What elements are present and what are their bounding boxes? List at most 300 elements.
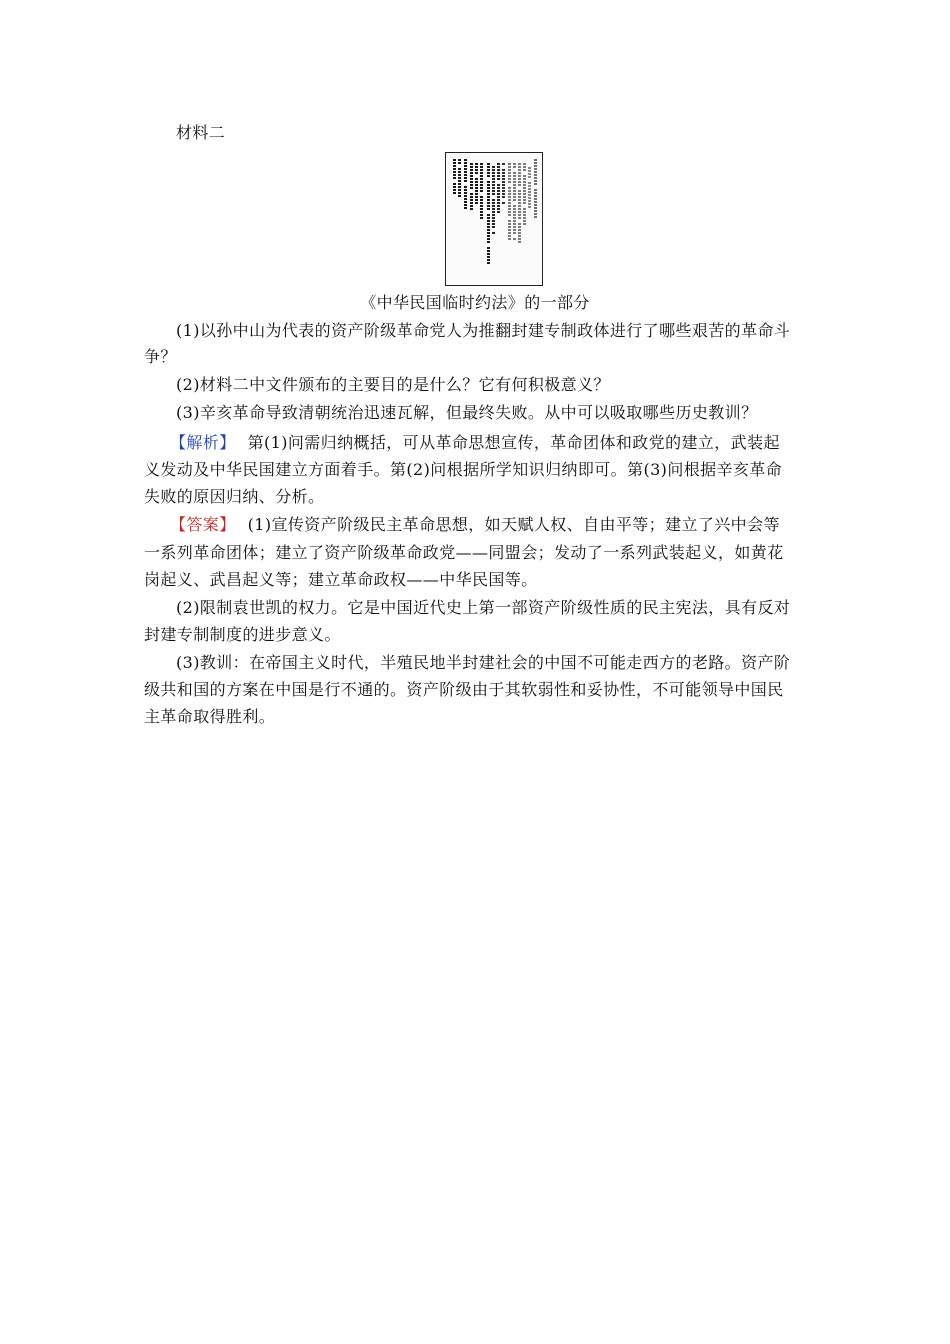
scan-glyph (492, 181, 495, 183)
scan-glyph (487, 259, 490, 261)
scan-glyph (534, 162, 537, 164)
question-1-line-1: (1)以孙中山为代表的资产阶级革命党人为推翻封建专制政体进行了哪些艰苦的革命斗 (176, 321, 791, 340)
scan-glyph (534, 201, 537, 203)
scan-glyph (518, 199, 521, 201)
scan-glyph (492, 184, 495, 186)
scan-glyph (502, 169, 505, 171)
scan-glyph (458, 186, 461, 188)
scan-glyph (487, 169, 490, 171)
scan-glyph (508, 196, 511, 198)
scan-glyph (534, 216, 537, 218)
scan-glyph (508, 214, 511, 216)
scan-glyph (487, 172, 490, 174)
scan-glyph (458, 177, 461, 179)
scan-glyph (528, 188, 531, 190)
scan-glyph (480, 211, 483, 213)
scan-glyph (513, 193, 516, 195)
scan-glyph (523, 190, 526, 192)
scan-glyph (513, 190, 516, 192)
scan-glyph (497, 172, 500, 174)
scan-glyph (480, 181, 483, 183)
scan-glyph (518, 190, 521, 192)
scan-glyph (528, 191, 531, 193)
scan-glyph (534, 192, 537, 194)
scan-glyph (513, 238, 516, 240)
scan-glyph (513, 184, 516, 186)
scan-glyph (464, 195, 467, 197)
scan-glyph (475, 202, 478, 204)
scan-glyph (464, 174, 467, 176)
scan-glyph (492, 205, 495, 207)
scan-glyph (534, 177, 537, 179)
scan-glyph (475, 196, 478, 198)
scan-glyph (508, 238, 511, 240)
scan-glyph (513, 229, 516, 231)
scan-glyph (480, 217, 483, 219)
figure-caption: 《中华民国临时约法》的一部分 (360, 293, 590, 312)
scan-glyph (470, 193, 473, 195)
scan-glyph (502, 190, 505, 192)
scan-glyph (534, 180, 537, 182)
scan-glyph (453, 165, 456, 167)
scan-glyph (458, 180, 461, 182)
scan-glyph (513, 187, 516, 189)
scan-glyph (513, 208, 516, 210)
scan-glyph (470, 175, 473, 177)
scan-glyph (523, 193, 526, 195)
scan-glyph (497, 163, 500, 165)
scan-glyph (464, 189, 467, 191)
scan-glyph (453, 189, 456, 191)
scan-glyph (470, 187, 473, 189)
scan-glyph (487, 229, 490, 231)
scan-glyph (470, 181, 473, 183)
scan-glyph (497, 208, 500, 210)
scan-glyph (513, 181, 516, 183)
scan-glyph (480, 190, 483, 192)
scan-glyph (497, 175, 500, 177)
scan-glyph (534, 165, 537, 167)
scan-glyph (508, 190, 511, 192)
scan-glyph (464, 204, 467, 206)
scan-glyph (470, 178, 473, 180)
scan-glyph (475, 184, 478, 186)
scan-glyph (518, 238, 521, 240)
scan-glyph (453, 171, 456, 173)
answer-paragraph-line-1 (170, 514, 780, 536)
scan-glyph (458, 171, 461, 173)
scan-glyph (497, 166, 500, 168)
scan-glyph (513, 166, 516, 168)
scan-glyph (518, 184, 521, 186)
scan-glyph (502, 202, 505, 204)
scan-glyph (523, 202, 526, 204)
scan-glyph (475, 172, 478, 174)
answer-3-line-2: 级共和国的方案在中国是行不通的。资产阶级由于其软弱性和妥协性，不可能领导中国民 (144, 680, 784, 699)
scan-glyph (523, 217, 526, 219)
scan-glyph (502, 175, 505, 177)
scan-glyph (487, 256, 490, 258)
question-1-line-2: 争？ (144, 347, 177, 366)
scan-glyph (464, 180, 467, 182)
scan-glyph (534, 210, 537, 212)
scan-glyph (518, 205, 521, 207)
scan-glyph (508, 178, 511, 180)
scan-glyph (475, 163, 478, 165)
scan-glyph (523, 169, 526, 171)
scan-glyph (518, 172, 521, 174)
scan-glyph (528, 203, 531, 205)
scan-glyph (523, 175, 526, 177)
scan-glyph (534, 189, 537, 191)
scan-glyph (528, 176, 531, 178)
scan-glyph (492, 178, 495, 180)
scan-glyph (453, 183, 456, 185)
scan-glyph (492, 187, 495, 189)
scan-glyph (487, 220, 490, 222)
scan-glyph (458, 162, 461, 164)
scan-glyph (523, 223, 526, 225)
answer-2-line-2: 封建专制制度的进步意义。 (144, 625, 341, 644)
scan-glyph (492, 169, 495, 171)
scan-glyph (480, 175, 483, 177)
scan-glyph (528, 170, 531, 172)
scan-glyph (497, 202, 500, 204)
scan-glyph (464, 159, 467, 161)
scan-glyph (487, 193, 490, 195)
scan-glyph (487, 199, 490, 201)
scan-glyph (508, 229, 511, 231)
scan-glyph (458, 192, 461, 194)
scan-glyph (518, 166, 521, 168)
scan-glyph (508, 235, 511, 237)
scan-glyph (523, 187, 526, 189)
scan-glyph (497, 169, 500, 171)
scan-glyph (492, 199, 495, 201)
scan-glyph (487, 262, 490, 264)
scan-glyph (480, 184, 483, 186)
scan-glyph (464, 171, 467, 173)
scan-glyph (470, 169, 473, 171)
scan-glyph (513, 226, 516, 228)
scan-glyph (528, 194, 531, 196)
scan-glyph (480, 205, 483, 207)
scan-glyph (523, 208, 526, 210)
scan-glyph (458, 174, 461, 176)
scan-glyph (453, 177, 456, 179)
scan-glyph (508, 172, 511, 174)
scan-glyph (492, 202, 495, 204)
document-scan-graphic (446, 153, 542, 285)
scan-glyph (534, 183, 537, 185)
scan-glyph (487, 184, 490, 186)
scan-glyph (487, 214, 490, 216)
answer-2-line-1: (2)限制袁世凯的权力。它是中国近代史上第一部资产阶级性质的民主宪法，具有反对 (176, 598, 791, 617)
scan-glyph (497, 199, 500, 201)
scan-glyph (480, 178, 483, 180)
scan-glyph (513, 220, 516, 222)
scan-glyph (487, 181, 490, 183)
scan-glyph (502, 184, 505, 186)
scan-glyph (518, 163, 521, 165)
scan-glyph (508, 175, 511, 177)
scan-glyph (492, 217, 495, 219)
scan-glyph (470, 166, 473, 168)
scan-glyph (502, 187, 505, 189)
scan-glyph (470, 184, 473, 186)
scan-glyph (497, 193, 500, 195)
scan-glyph (534, 204, 537, 206)
scan-glyph (458, 183, 461, 185)
scan-glyph (480, 166, 483, 168)
scan-glyph (523, 184, 526, 186)
scan-glyph (518, 208, 521, 210)
scan-glyph (497, 187, 500, 189)
scan-glyph (453, 186, 456, 188)
answer-tag: 【答案】 (170, 515, 236, 534)
scan-glyph (518, 232, 521, 234)
analysis-line-3: 失败的原因归纳、分析。 (144, 487, 325, 506)
scan-glyph (497, 205, 500, 207)
scan-glyph (497, 178, 500, 180)
scan-glyph (518, 241, 521, 243)
scan-glyph (492, 226, 495, 228)
scan-glyph (513, 232, 516, 234)
scan-glyph (458, 195, 461, 197)
scan-glyph (470, 202, 473, 204)
scan-glyph (528, 197, 531, 199)
scan-glyph (480, 163, 483, 165)
answer-3-line-3: 主革命取得胜利。 (144, 707, 276, 726)
scan-glyph (518, 223, 521, 225)
scan-glyph (470, 172, 473, 174)
scan-glyph (492, 220, 495, 222)
scan-glyph (487, 166, 490, 168)
scan-glyph (518, 175, 521, 177)
scan-glyph (487, 223, 490, 225)
scan-glyph (502, 193, 505, 195)
scan-glyph (487, 247, 490, 249)
scan-glyph (487, 232, 490, 234)
scan-glyph (523, 181, 526, 183)
scan-glyph (518, 169, 521, 171)
scan-glyph (453, 174, 456, 176)
scan-glyph (508, 199, 511, 201)
scan-glyph (508, 187, 511, 189)
scan-glyph (464, 207, 467, 209)
scan-glyph (518, 202, 521, 204)
scan-glyph (528, 206, 531, 208)
analysis-text-1: 第(1)问需归纳概括，可从革命思想宣传，革命团体和政党的建立，武装起 (247, 433, 780, 452)
scan-glyph (513, 199, 516, 201)
scan-glyph (534, 168, 537, 170)
scan-glyph (508, 205, 511, 207)
analysis-line-2: 义发动及中华民国建立方面着手。第(2)问根据所学知识归纳即可。第(3)问根据辛亥革命 (144, 460, 783, 479)
scan-glyph (464, 162, 467, 164)
answer-1-line-3: 岗起义、武昌起义等；建立革命政权——中华民国等。 (144, 570, 538, 589)
scan-glyph (487, 226, 490, 228)
scan-glyph (508, 226, 511, 228)
scan-glyph (453, 162, 456, 164)
scan-glyph (458, 159, 461, 161)
scan-glyph (470, 205, 473, 207)
scan-glyph (513, 223, 516, 225)
scan-glyph (534, 174, 537, 176)
scan-glyph (487, 217, 490, 219)
scan-glyph (453, 192, 456, 194)
scan-glyph (464, 165, 467, 167)
scan-glyph (518, 193, 521, 195)
scan-glyph (534, 198, 537, 200)
scan-glyph (464, 177, 467, 179)
scan-glyph (523, 199, 526, 201)
scan-glyph (523, 220, 526, 222)
scan-glyph (523, 178, 526, 180)
scan-glyph (508, 220, 511, 222)
scan-glyph (464, 192, 467, 194)
scan-glyph (513, 178, 516, 180)
scan-glyph (534, 207, 537, 209)
scan-glyph (487, 187, 490, 189)
scan-glyph (480, 199, 483, 201)
scan-glyph (518, 217, 521, 219)
scan-glyph (513, 214, 516, 216)
scan-glyph (475, 187, 478, 189)
scan-glyph (487, 238, 490, 240)
answer-3-line-1: (3)教训：在帝国主义时代，半殖民地半封建社会的中国不可能走西方的老路。资产阶 (176, 653, 791, 672)
scan-glyph (502, 172, 505, 174)
scan-glyph (458, 168, 461, 170)
scan-glyph (518, 211, 521, 213)
scan-glyph (492, 166, 495, 168)
scan-glyph (497, 184, 500, 186)
scan-glyph (513, 217, 516, 219)
scan-glyph (523, 211, 526, 213)
scan-glyph (487, 205, 490, 207)
scan-glyph (453, 159, 456, 161)
scan-glyph (513, 196, 516, 198)
material-label: 材料二 (176, 123, 226, 142)
scan-glyph (458, 189, 461, 191)
scan-glyph (480, 202, 483, 204)
scan-glyph (508, 208, 511, 210)
scan-glyph (487, 253, 490, 255)
scan-glyph (464, 198, 467, 200)
scan-glyph (523, 196, 526, 198)
scan-glyph (492, 190, 495, 192)
scan-glyph (528, 182, 531, 184)
constitution-document-image (445, 152, 543, 286)
scan-glyph (523, 214, 526, 216)
scan-glyph (480, 172, 483, 174)
scan-glyph (508, 232, 511, 234)
answer-1-line-2: 一系列革命团体；建立了资产阶级革命政党——同盟会；发动了一系列武装起义，如黄花 (144, 543, 784, 562)
scan-glyph (534, 171, 537, 173)
scan-glyph (487, 196, 490, 198)
scan-glyph (502, 178, 505, 180)
scan-glyph (464, 168, 467, 170)
scan-glyph (508, 193, 511, 195)
scan-glyph (487, 163, 490, 165)
scan-glyph (528, 200, 531, 202)
scan-glyph (528, 185, 531, 187)
analysis-paragraph-line-1 (170, 432, 780, 454)
scan-glyph (518, 181, 521, 183)
scan-glyph (502, 196, 505, 198)
scan-glyph (475, 169, 478, 171)
scan-glyph (508, 181, 511, 183)
scan-glyph (492, 172, 495, 174)
scan-glyph (518, 226, 521, 228)
scan-glyph (534, 213, 537, 215)
scan-glyph (497, 190, 500, 192)
scan-glyph (487, 175, 490, 177)
scan-glyph (487, 202, 490, 204)
scan-glyph (487, 241, 490, 243)
scan-glyph (518, 196, 521, 198)
scan-glyph (508, 163, 511, 165)
scan-glyph (480, 187, 483, 189)
scan-glyph (487, 208, 490, 210)
scan-glyph (480, 208, 483, 210)
scan-glyph (480, 169, 483, 171)
scan-glyph (513, 205, 516, 207)
scan-glyph (518, 214, 521, 216)
scan-glyph (453, 168, 456, 170)
scan-glyph (475, 166, 478, 168)
scan-glyph (487, 235, 490, 237)
scan-glyph (502, 163, 505, 165)
scan-glyph (492, 223, 495, 225)
scan-glyph (508, 166, 511, 168)
scan-glyph (513, 172, 516, 174)
scan-glyph (470, 199, 473, 201)
scan-glyph (475, 181, 478, 183)
scan-glyph (475, 190, 478, 192)
scan-glyph (475, 178, 478, 180)
scan-glyph (534, 159, 537, 161)
scan-glyph (518, 178, 521, 180)
scan-glyph (534, 195, 537, 197)
scan-glyph (492, 214, 495, 216)
analysis-tag: 【解析】 (170, 433, 236, 452)
scan-glyph (508, 169, 511, 171)
scan-glyph (518, 229, 521, 231)
scan-glyph (528, 173, 531, 175)
scan-glyph (470, 208, 473, 210)
scan-glyph (475, 193, 478, 195)
scan-glyph (492, 175, 495, 177)
scan-glyph (464, 201, 467, 203)
scan-glyph (528, 167, 531, 169)
scan-glyph (523, 163, 526, 165)
question-2: (2)材料二中文件颁布的主要目的是什么？它有何积极意义？ (176, 375, 610, 394)
scan-glyph (518, 235, 521, 237)
scan-glyph (523, 166, 526, 168)
scan-glyph (513, 163, 516, 165)
scan-glyph (470, 196, 473, 198)
scan-glyph (492, 211, 495, 213)
question-3: (3)辛亥革命导致清朝统治迅速瓦解，但最终失败。从中可以吸取哪些历史教训？ (176, 403, 758, 422)
scan-glyph (475, 199, 478, 201)
scan-glyph (480, 214, 483, 216)
scan-glyph (508, 223, 511, 225)
scan-glyph (513, 211, 516, 213)
scan-glyph (497, 196, 500, 198)
scan-glyph (492, 193, 495, 195)
scan-glyph (464, 186, 467, 188)
scan-glyph (487, 190, 490, 192)
